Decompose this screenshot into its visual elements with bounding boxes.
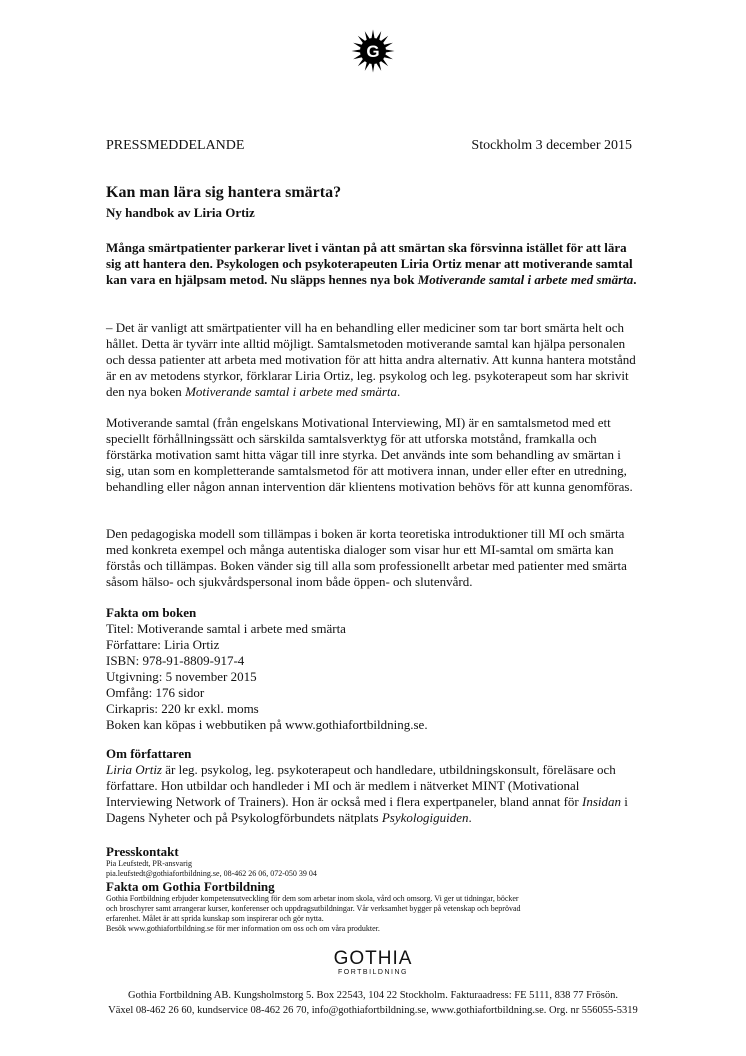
lead-paragraph [106, 240, 638, 288]
gothia-wordmark: GOTHIA [333, 948, 413, 969]
author-psykologiguiden: Psykologiguiden [381, 810, 469, 825]
about-gothia-line-2: och broschyrer samt arrangerar kurser, konferenser och uppdragsutbildningar. Vår verksamhet bygger på vetenskap och beprövad [106, 904, 521, 913]
place-date: Stockholm 3 december 2015 [471, 138, 632, 153]
gothia-wordmark-sub: FORTBILDNING [338, 969, 408, 976]
about-author [106, 746, 638, 826]
sun-ray [385, 49, 395, 52]
gothia-wordmark-logo [323, 949, 423, 977]
about-gothia-line-3: erfarenhet. Målet är att sprida kunskap som inspirerar och gör nytta. [106, 914, 324, 923]
footer-contact: Växel 08-462 26 60, kundservice 08-462 26 70, info@gothiafortbildning.se, www.gothiafortbildning.se. Org. nr 556055-5319 [108, 1005, 638, 1016]
sun-ray [352, 49, 362, 52]
author-text-2: i Dagens Nyheter och på Psykologförbundets nätplats [106, 794, 628, 825]
footer [60, 988, 686, 1018]
lead-book-title: Motiverande samtal i arbete med smärta [417, 272, 634, 287]
quote-paragraph [106, 320, 638, 400]
press-contact-heading: Presskontakt [106, 844, 179, 859]
press-contact [106, 844, 666, 934]
fact-isbn: ISBN: 978-91-8809-917-4 [106, 653, 245, 668]
quote-book-title: Motiverande samtal i arbete med smärta [185, 384, 398, 399]
sun-ray [371, 63, 374, 73]
fact-pages: Omfång: 176 sidor [106, 685, 205, 700]
book-facts-heading: Fakta om boken [106, 605, 197, 620]
author-end: . [468, 810, 472, 825]
press-contact-name: Pia Leufstedt, PR-ansvarig [106, 859, 192, 868]
mi-paragraph: Motiverande samtal (från engelskans Motivational Interviewing, MI) är en samtalsmetod med ett speciellt förhållningssätt och särskilda samtalsverktyg för att utforska motstånd, framkalla och förstärka motivation samt hitta vägar till inre styrka. Det används inte som behandling av smärtan i sig, utan som en kompletterande samtalsmetod för att motivera innan, under eller efter en utredning, behandling eller någon annan intervention där klientens motivation behövs för att kunna genomföras. [106, 415, 633, 494]
doc-type-label: PRESSMEDDELANDE [106, 138, 245, 153]
model-paragraph: Den pedagogiska modell som tillämpas i boken är korta teoretiska introduktioner till MI och smärta med konkreta exempel och många autentiska dialoger som visar hur ett MI-samtal om smärta kan förstås och tillämpas. Boken vänder sig till alla som professionellt arbetar med patienter med smärta såsom hälso- och sjukvårdspersonal inom både öppen- och slutenvård. [106, 526, 627, 589]
author-insidan: Insidan [581, 794, 621, 809]
fact-release: Utgivning: 5 november 2015 [106, 669, 257, 684]
fact-author: Författare: Liria Ortiz [106, 637, 220, 652]
fact-title: Titel: Motiverande samtal i arbete med smärta [106, 621, 346, 636]
fact-shop: Boken kan köpas i webbutiken på www.gothiafortbildning.se. [106, 717, 428, 732]
quote-end: . [397, 384, 401, 399]
fact-price: Cirkapris: 220 kr exkl. moms [106, 701, 259, 716]
footer-address: Gothia Fortbildning AB. Kungsholmstorg 5. Box 22543, 104 22 Stockholm. Fakturaadress: FE 5111, 838 77 Frösön. [128, 990, 618, 1001]
lead-text: Många smärtpatienter parkerar livet i väntan på att smärtan ska försvinna istället för att lära sig att hantera den. Psykologen och psykoterapeuten Liria Ortiz menar att motiverande samtal kan vara en hjälpsam metod. Nu släpps hennes nya bok [106, 240, 633, 287]
quote-text: – Det är vanligt att smärtpatienter vill ha en behandling eller mediciner som tar bort smärta helt och hållet. Detta är tyvärr inte alltid möjligt. Samtalsmetoden motiverande samtal kan hjälpa personalen och dessa patienter att arbeta med motivation för att hitta andra alternativ. Att kunna hantera motstånd är en av metodens styrkor, förklarar Liria Ortiz, leg. psykolog och leg. psykoterapeut som har skrivit den nya boken [106, 320, 636, 399]
page-subtitle: Ny handbok av Liria Ortiz [106, 205, 255, 220]
sun-ray [371, 30, 374, 40]
page-title: Kan man lära sig hantera smärta? [106, 184, 342, 201]
book-facts [106, 605, 638, 733]
press-contact-details: pia.leufstedt@gothiafortbildning.se, 08-462 26 06, 072-050 39 04 [106, 869, 317, 878]
author-text-1: är leg. psykolog, leg. psykoterapeut och handledare, utbildningskonsult, föreläsare och författare. Hon utbildar och handleder i MI och är medlem i nätverket MINT (Motivational Interviewing Network of Trainers). Hon är också med i flera expertpaneler, bland annat för [106, 762, 616, 809]
emblem-letter: G [366, 42, 380, 61]
about-gothia-heading: Fakta om Gothia Fortbildning [106, 879, 275, 894]
about-gothia-line-4: Besök www.gothiafortbildning.se för mer information om oss och om våra produkter. [106, 924, 380, 933]
about-gothia-line-1: Gothia Fortbildning erbjuder kompetensutveckling för dem som arbetar inom skola, vård och omsorg. Vi ger ut tidningar, böcker [106, 894, 519, 903]
lead-end: . [633, 272, 637, 287]
gothia-emblem-logo [351, 29, 395, 73]
about-author-heading: Om författaren [106, 746, 192, 761]
author-name: Liria Ortiz [106, 762, 162, 777]
